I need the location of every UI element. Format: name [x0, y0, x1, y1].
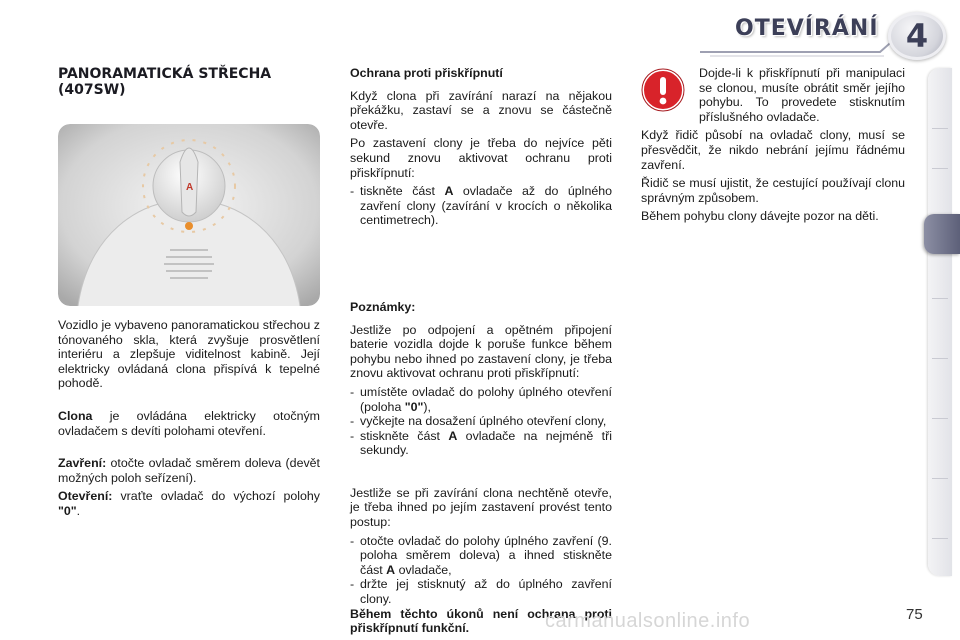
- roof-control-illustration: [58, 124, 320, 306]
- warning-paragraph-3: Řidič se musí ujistit, že cestující používají clonu správným způsobem.: [641, 176, 905, 205]
- list-item: - umístěte ovladač do polohy úplného otevření (poloha "0"),: [350, 384, 612, 414]
- list-item: - držte jej stisknutý až do úplného zavření clony.: [350, 577, 612, 607]
- anti-pinch-paragraph-2: Po zastavení clony je třeba do nejvíce pěti sekund znovu aktivovat ochranu proti přiskřípnutí:: [350, 136, 612, 180]
- tab-divider: [932, 358, 948, 359]
- anti-pinch-title: Ochrana proti přiskřípnutí: [350, 66, 503, 80]
- closing-label: Zavření:: [58, 456, 107, 471]
- list-item: - otočte ovladač do polohy úplného zavření (9. poloha směrem doleva) a ihned stiskněte část A ovladače,: [350, 533, 612, 577]
- tab-divider: [932, 538, 948, 539]
- warning-paragraph-1: Dojde-li k přiskřípnutí při manipulaci se clonou, musíte obrátit směr jejího pohybu. To provedete stisknutím příslušného ovladače.: [699, 66, 905, 124]
- opening-end: .: [76, 503, 81, 518]
- control-paragraph: [58, 409, 320, 438]
- tab-divider: [932, 418, 948, 419]
- list-item: - stiskněte část A ovladače na nejméně tři sekundy.: [350, 428, 612, 458]
- final-warning: Během těchto úkonů není ochrana proti přiskřípnutí funkční.: [350, 606, 612, 636]
- notes-paragraph: Jestliže po odpojení a opětném připojení baterie vozidla dojde k poruše funkce během pohybu nebo ihned po zastavení clony, je třeba znovu aktivovat ochranu proti přiskřípnutí:: [350, 322, 612, 381]
- warning-block: [641, 66, 905, 124]
- section-title-panoramic-roof: PANORAMATICKÁ STŘECHA (407SW): [58, 66, 272, 98]
- page-number: 75: [906, 606, 923, 623]
- marker-a-label: A: [186, 182, 194, 193]
- list-item: - vyčkejte na dosažení úplného otevření clony,: [350, 414, 607, 429]
- tab-divider: [932, 298, 948, 299]
- warning-exclamation-icon: [641, 68, 685, 112]
- closing-text: otočte ovladač směrem doleva (devět možných poloh seřízení).: [58, 456, 320, 485]
- opening-value: "0": [58, 503, 77, 518]
- page-header: [0, 0, 960, 62]
- opening-label: Otevření:: [58, 489, 113, 504]
- tab-divider: [932, 478, 948, 479]
- list-item: - tiskněte část A ovladače až do úplného zavření clony (zavírání v krocích o několika centimetrech).: [350, 184, 613, 228]
- control-label: Clona: [58, 408, 93, 423]
- column-middle: [350, 66, 612, 640]
- closing-paragraph: [58, 456, 320, 485]
- chapter-tab-rail: [928, 68, 952, 576]
- tab-divider: [932, 128, 948, 129]
- control-text: je ovládána elektricky otočným ovladačem s devíti polohami otevření.: [58, 408, 320, 438]
- column-left: [58, 66, 320, 523]
- retry-paragraph: Jestliže se při zavírání clona nechtěně otevře, je třeba ihned po jejím zastavení provést tento postup:: [350, 485, 612, 530]
- roof-control-photo: [58, 124, 320, 306]
- chapter-title: OTEVÍRÁNÍ: [735, 16, 879, 41]
- active-chapter-tab[interactable]: [924, 214, 960, 254]
- tab-divider: [932, 168, 948, 169]
- anti-pinch-paragraph-1: Když clona při zavírání narazí na nějakou překážku, zastaví se a znovu se částečně otevře.: [350, 88, 612, 132]
- opening-text: vraťte ovladač do výchozí polohy: [112, 489, 320, 504]
- watermark: carmanualsonline.info: [545, 610, 751, 632]
- column-right: [641, 66, 905, 228]
- warning-paragraph-4: Během pohybu clony dávejte pozor na děti.: [641, 209, 879, 224]
- intro-paragraph: Vozidlo je vybaveno panoramatickou střechou z tónovaného skla, která zvyšuje prosvětlení interiéru a zlepšuje viditelnost kabině. Její elektricky ovládaná clona přispívá k tepelné pohodě.: [58, 318, 320, 391]
- opening-paragraph: [58, 489, 320, 518]
- warning-paragraph-2: Když řidič působí na ovladač clony, musí se přesvědčit, že nikdo nebrání jejímu řádnému zavření.: [641, 128, 905, 172]
- chapter-number-badge: 4: [888, 12, 946, 60]
- notes-title: Poznámky:: [350, 299, 416, 314]
